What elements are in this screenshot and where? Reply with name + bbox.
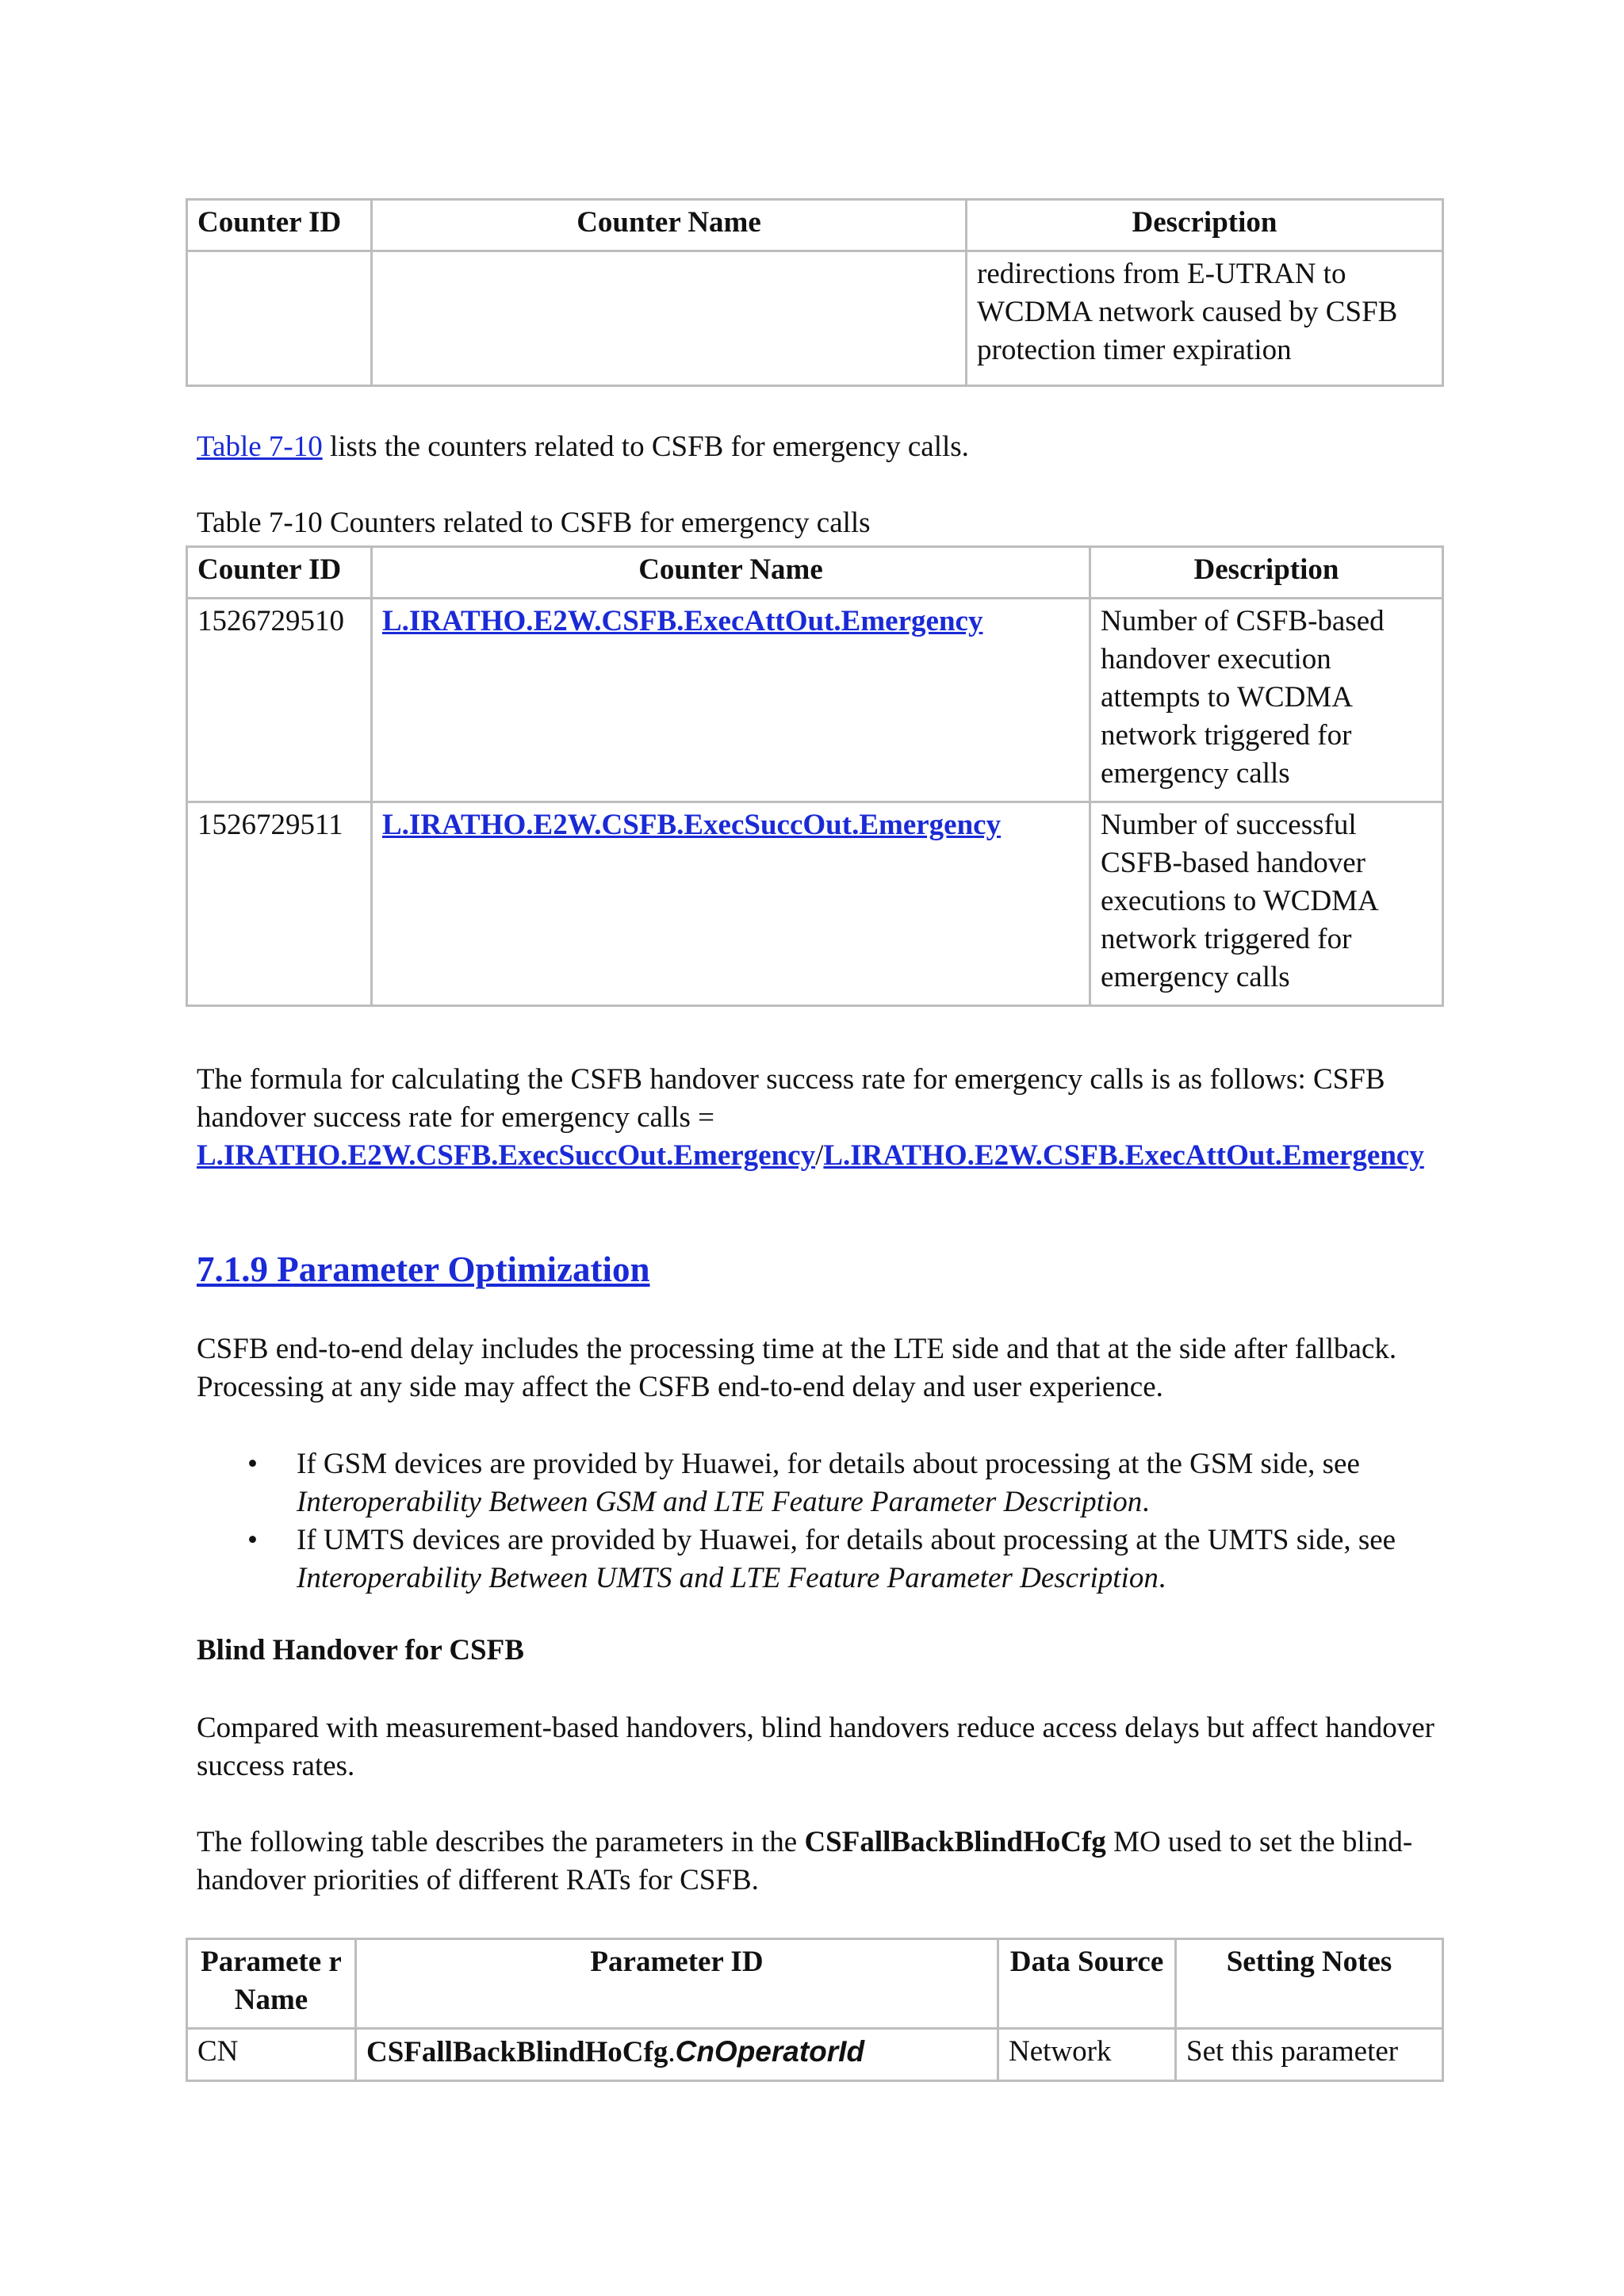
list-item: • If GSM devices are provided by Huawei, for details about processing at the GSM side, see Interoperability Between GSM and LTE Feature Parameter Description. xyxy=(197,1445,1434,1521)
intro-text: lists the counters related to CSFB for emergency calls. xyxy=(322,430,969,463)
counter-id-cell xyxy=(187,251,372,386)
formula-paragraph xyxy=(197,1061,1450,1175)
data-source-cell: Network xyxy=(998,2029,1176,2081)
description-cell: redirections from E-UTRAN to WCDMA network caused by CSFB protection timer expiration xyxy=(967,251,1443,386)
column-header: Counter ID xyxy=(187,200,372,251)
column-header: Data Source xyxy=(998,1939,1176,2029)
parameter-intro-paragraph: The following table describes the parameters in the CSFallBackBlindHoCfg MO used to set the blind-handover priorities of different RATs for CSFB. xyxy=(197,1826,1413,1896)
column-header: Counter Name xyxy=(372,200,967,251)
emergency-counters-table xyxy=(186,545,1444,1007)
table-intro-paragraph xyxy=(197,428,1450,466)
table-row xyxy=(187,599,1443,802)
section-heading[interactable]: 7.1.9 Parameter Optimization xyxy=(197,1249,650,1289)
counter-table-continued xyxy=(186,198,1444,387)
mo-name: CSFallBackBlindHoCfg xyxy=(804,1826,1106,1858)
subheading: Blind Handover for CSFB xyxy=(197,1634,524,1667)
table-header-row xyxy=(187,547,1443,599)
table-header-row xyxy=(187,200,1443,251)
formula-slash: / xyxy=(815,1139,824,1172)
counter-id-cell: 1526729510 xyxy=(187,599,372,802)
formula-denominator-link[interactable]: L.IRATHO.E2W.CSFB.ExecAttOut.Emergency xyxy=(823,1139,1424,1172)
counter-name-cell xyxy=(372,599,1090,802)
formula-text: The formula for calculating the CSFB handover success rate for emergency calls is as follows: CSFB handover success rate for emergency calls = xyxy=(197,1063,1385,1134)
list-item: • If UMTS devices are provided by Huawei, for details about processing at the UMTS side, see Interoperability Between UMTS and LTE Feature Parameter Description. xyxy=(197,1521,1434,1598)
description-cell: Number of CSFB-based handover execution attempts to WCDMA network triggered for emergency calls xyxy=(1090,599,1443,802)
counter-name-link[interactable]: L.IRATHO.E2W.CSFB.ExecSuccOut.Emergency xyxy=(382,809,1002,841)
column-header: Parameter ID xyxy=(356,1939,998,2029)
counter-name-link[interactable]: L.IRATHO.E2W.CSFB.ExecAttOut.Emergency xyxy=(382,605,983,637)
section-paragraph: CSFB end-to-end delay includes the processing time at the LTE side and that at the side after fallback. Processing at any side may affect the CSFB end-to-end delay and user experience. xyxy=(197,1333,1397,1403)
column-header: Setting Notes xyxy=(1176,1939,1443,2029)
bullet-icon: • xyxy=(247,1524,258,1556)
column-header: Counter Name xyxy=(372,547,1090,599)
table-reference-link[interactable]: Table 7-10 xyxy=(197,430,323,463)
counter-name-cell xyxy=(372,802,1090,1006)
parameter-id-cell: CSFallBackBlindHoCfg.CnOperatorId xyxy=(356,2029,998,2081)
device-bullet-list xyxy=(197,1445,1434,1598)
bullet-icon: • xyxy=(247,1448,258,1480)
column-header: Counter ID xyxy=(187,547,372,599)
parameter-name-cell: CN xyxy=(187,2029,356,2081)
description-cell: Number of successful CSFB-based handover executions to WCDMA network triggered for emergency calls xyxy=(1090,802,1443,1006)
column-header: Description xyxy=(1090,547,1443,599)
column-header: Paramete r Name xyxy=(187,1939,356,2029)
parameter-table xyxy=(186,1938,1444,2082)
table-caption: Table 7-10 Counters related to CSFB for emergency calls xyxy=(197,507,871,539)
table-row xyxy=(187,2029,1443,2081)
column-header: Description xyxy=(967,200,1443,251)
table-row xyxy=(187,802,1443,1006)
document-reference: Interoperability Between UMTS and LTE Feature Parameter Description xyxy=(297,1562,1159,1594)
table-header-row xyxy=(187,1939,1443,2029)
document-reference: Interoperability Between GSM and LTE Feature Parameter Description xyxy=(297,1486,1143,1518)
blind-handover-paragraph: Compared with measurement-based handovers, blind handovers reduce access delays but affect handover success rates. xyxy=(197,1712,1434,1782)
counter-name-cell xyxy=(372,251,967,386)
counter-id-cell: 1526729511 xyxy=(187,802,372,1006)
setting-notes-cell: Set this parameter xyxy=(1176,2029,1443,2081)
table-row xyxy=(187,251,1443,386)
formula-numerator-link[interactable]: L.IRATHO.E2W.CSFB.ExecSuccOut.Emergency xyxy=(197,1139,816,1172)
